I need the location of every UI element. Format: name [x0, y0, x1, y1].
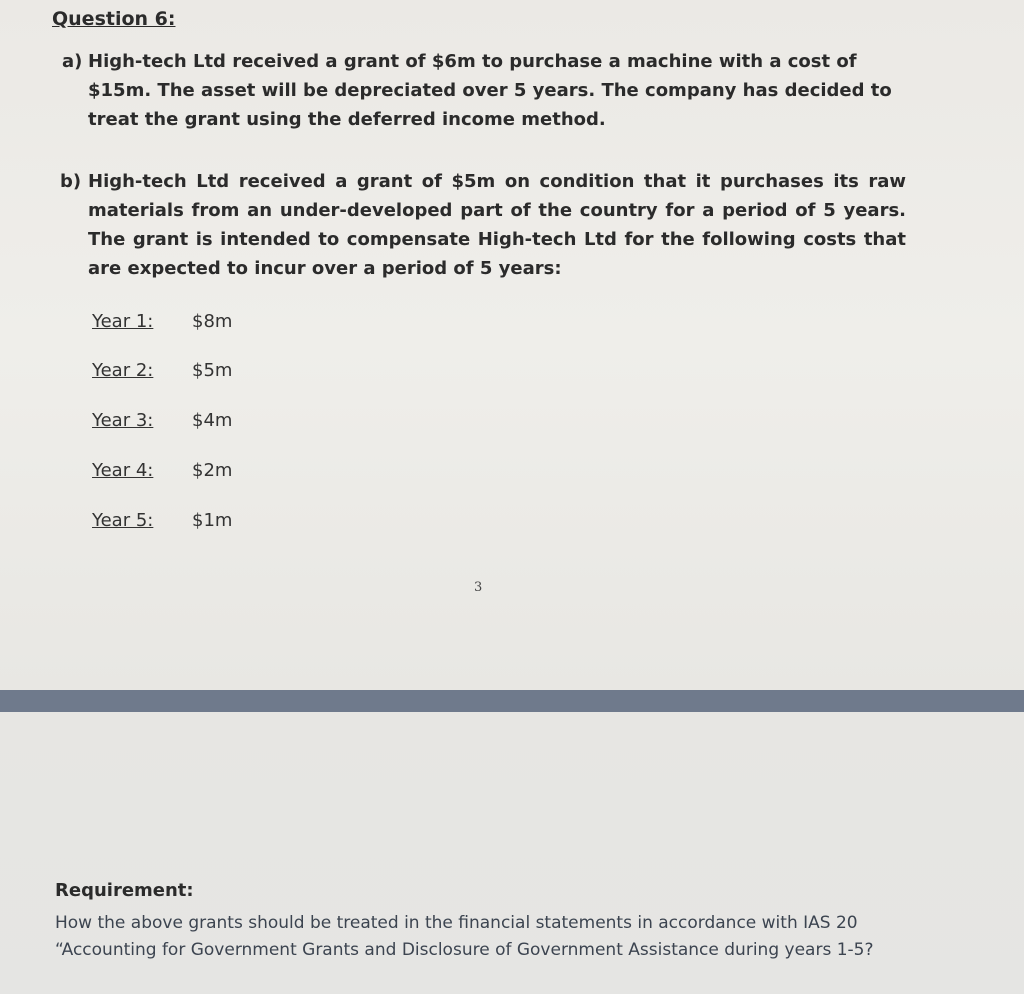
cost-amount: $2m	[192, 460, 233, 481]
page-divider-bar	[0, 690, 1024, 712]
cost-year-label: Year 4:	[92, 460, 154, 481]
cost-year-label: Year 1:	[92, 311, 154, 332]
part-b-label: b)	[60, 171, 82, 192]
requirement-title: Requirement:	[55, 880, 194, 901]
cost-row-year-4	[92, 459, 232, 483]
cost-row-year-2	[92, 359, 232, 383]
cost-row-year-1	[92, 310, 232, 334]
requirement-text: How the above grants should be treated in the financial statements in accordance with IAS 20 “Accounting for Government Grants and Disclosure of Government Assistance during years 1-5?	[55, 913, 874, 960]
cost-year-label: Year 3:	[92, 410, 154, 431]
cost-year-label: Year 5:	[92, 510, 154, 531]
cost-amount: $5m	[192, 360, 233, 381]
part-b-text: High-tech Ltd received a grant of $5m on condition that it purchases its raw materials from an under-developed part of the country for a period of 5 years. The grant is intended to compensate High-tech Ltd for the following costs that are expected to incur over a period of 5 years:	[88, 171, 906, 279]
cost-amount: $4m	[192, 410, 233, 431]
question-title: Question 6:	[52, 8, 176, 30]
part-a-label: a)	[62, 51, 83, 72]
cost-row-year-5	[92, 509, 232, 533]
part-a-text: High-tech Ltd received a grant of $6m to purchase a machine with a cost of $15m. The asset will be depreciated over 5 years. The company has decided to treat the grant using the deferred income method.	[88, 51, 892, 130]
cost-year-label: Year 2:	[92, 360, 154, 381]
page-number: 3	[474, 580, 483, 595]
cost-amount: $8m	[192, 311, 233, 332]
cost-amount: $1m	[192, 510, 233, 531]
cost-row-year-3	[92, 409, 232, 433]
